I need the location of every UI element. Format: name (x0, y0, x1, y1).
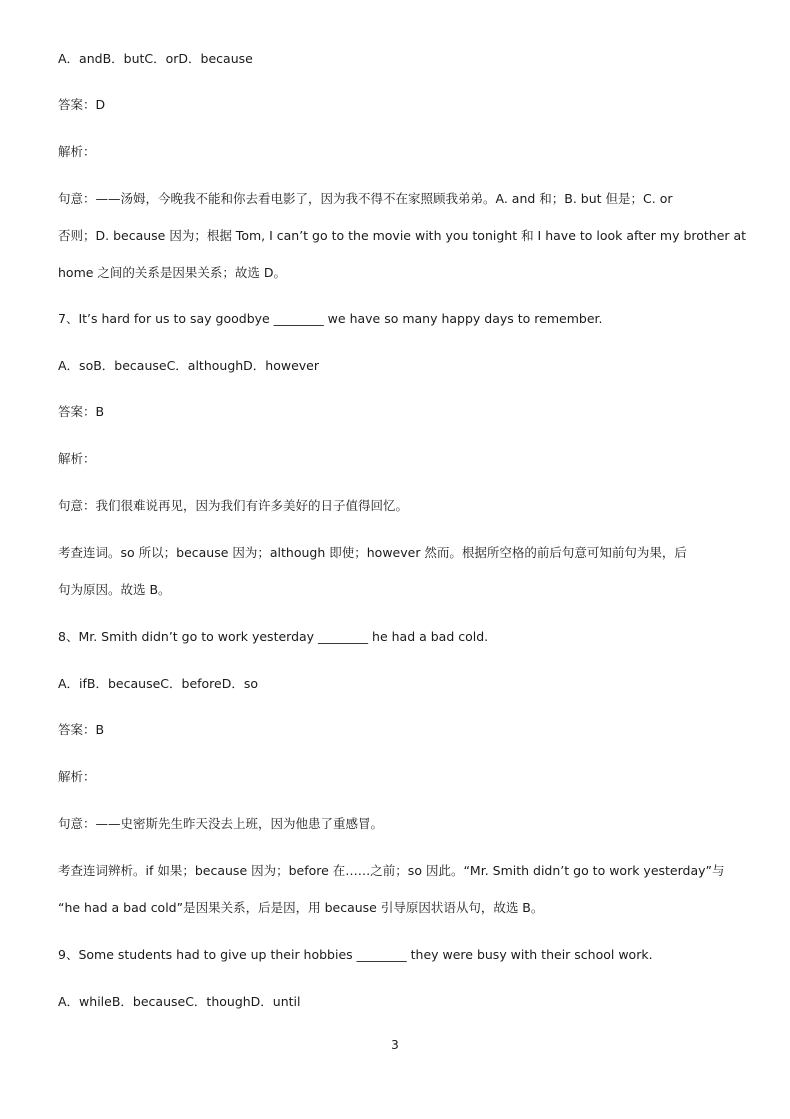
q8-answer: 答案：B (58, 722, 105, 737)
q7-explanation-1: 考查连词。so 所以；because 因为；although 即使；however 然而。根据所空格的前后句意可知前句为果，后 (58, 545, 687, 560)
q6-explanation-1: 句意：——汤姆，今晚我不能和你去看电影了，因为我不得不在家照顾我弟弟。A. and 和；B. but 但是；C. or (58, 191, 673, 206)
q8-options: A．ifB．becauseC．beforeD．so (58, 676, 259, 691)
q6-options: A．andB．butC．orD．because (58, 51, 253, 66)
page-number: 3 (391, 1038, 399, 1052)
q9-question: 9、Some students had to give up their hobbies ________ they were busy with their school work. (58, 947, 653, 962)
q6-answer: 答案：D (58, 97, 106, 112)
q8-question: 8、Mr. Smith didn’t go to work yesterday ________ he had a bad cold. (58, 629, 489, 644)
q9-options: A．whileB．becauseC．thoughD．until (58, 994, 301, 1009)
q8-explanation-1: 考查连词辨析。if 如果；because 因为；before 在……之前；so 因此。“Mr. Smith didn’t go to work yesterday”与 (58, 863, 725, 878)
q6-explanation-3: home 之间的关系是因果关系；故选 D。 (58, 265, 287, 280)
q8-translation: 句意：——史密斯先生昨天没去上班，因为他患了重感冒。 (58, 816, 384, 831)
q6-explanation-2: 否则；D. because 因为；根据 Tom, I can’t go to the movie with you tonight 和 I have to look after my brother at (58, 228, 747, 243)
q7-answer: 答案：B (58, 404, 105, 419)
q8-explanation-2: “he had a bad cold”是因果关系，后是因，用 because 引导原因状语从句，故选 B。 (58, 900, 544, 915)
q7-analysis-label: 解析： (58, 451, 96, 466)
q7-explanation-2: 句为原因。故选 B。 (58, 582, 171, 597)
q6-analysis-label: 解析： (58, 144, 96, 159)
q7-options: A．soB．becauseC．althoughD．however (58, 358, 320, 373)
q7-translation: 句意：我们很难说再见，因为我们有许多美好的日子值得回忆。 (58, 498, 409, 513)
q8-analysis-label: 解析： (58, 769, 96, 784)
q7-question: 7、It’s hard for us to say goodbye ________ we have so many happy days to remember. (58, 311, 603, 326)
